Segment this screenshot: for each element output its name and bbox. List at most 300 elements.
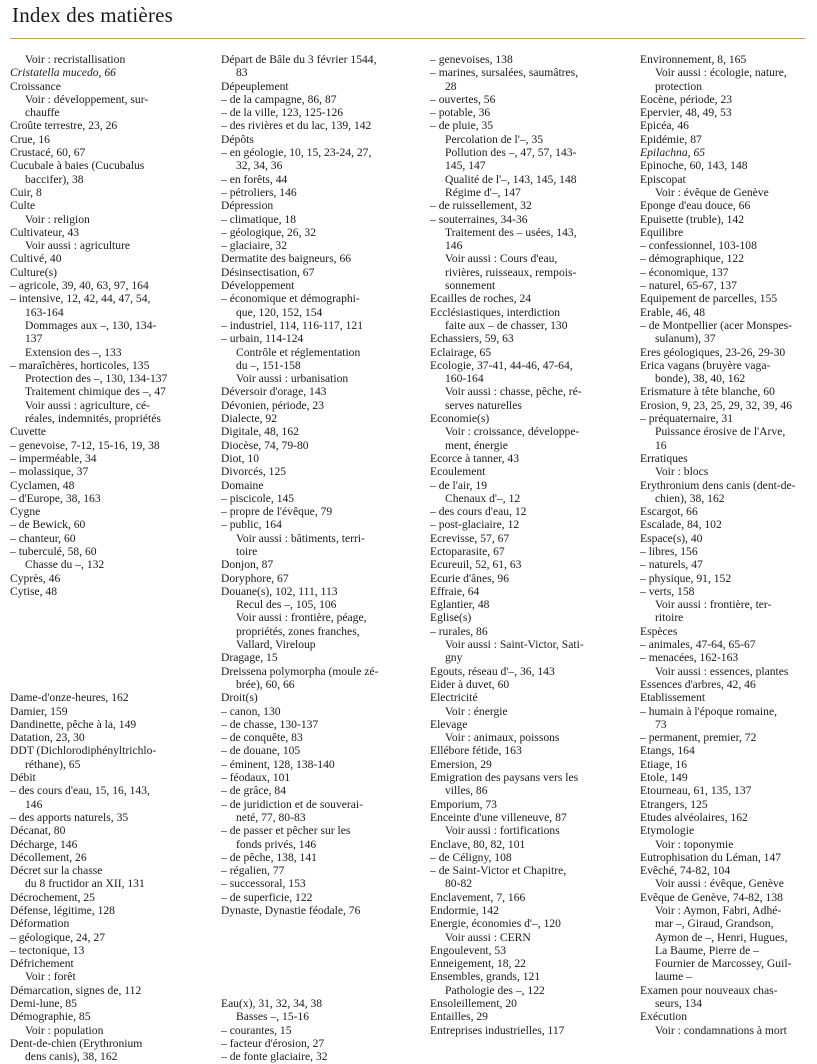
index-entry: 80-82 <box>445 877 473 891</box>
index-entry: fonds privés, 146 <box>236 837 317 851</box>
index-entry: que, 120, 152, 154 <box>236 305 323 319</box>
index-entry: – molassique, 37 <box>10 465 89 479</box>
blank-line <box>221 984 411 997</box>
index-entry: – marines, sursalées, saumâtres, <box>430 66 579 80</box>
index-entry: Environnement, 8, 165 <box>640 53 747 66</box>
index-entry: – imperméable, 34 <box>10 451 97 465</box>
index-entry: Voir aussi : essences, plantes <box>655 664 789 678</box>
index-entry: Ecologie, 37-41, 44-46, 47-64, <box>430 358 573 372</box>
index-entry: – tectonique, 13 <box>10 943 85 957</box>
index-entry: villes, 86 <box>445 784 488 798</box>
index-entry: – canon, 130 <box>221 704 281 718</box>
index-entry: – chanteur, 60 <box>10 531 76 545</box>
index-entry: gny <box>445 651 463 665</box>
index-entry: Voir : recristallisation <box>25 53 126 66</box>
index-entry: Régime d'–, 147 <box>445 185 521 199</box>
index-entry: – des cours d'eau, 15, 16, 143, <box>10 784 150 798</box>
index-entry: – naturels, 47 <box>640 558 703 572</box>
index-entry: Dragage, 15 <box>221 651 278 665</box>
index-entry: dens canis), 38, 162 <box>25 1050 118 1064</box>
index-entry: Doryphore, 67 <box>221 571 289 585</box>
index-entry: Eglantier, 48 <box>430 598 490 612</box>
index-entry: – public, 164 <box>221 518 282 532</box>
index-entry: Dandinette, pêche à la, 149 <box>10 717 137 731</box>
index-entry: Etablissement <box>640 691 706 705</box>
index-entry: Dermatite des baigneurs, 66 <box>221 252 352 266</box>
index-entry: Epervier, 48, 49, 53 <box>640 106 732 120</box>
index-entry: Développement <box>221 279 295 293</box>
index-entry: Fournier de Marcossey, Guil- <box>655 957 792 971</box>
index-entry: Ecrevisse, 57, 67 <box>430 531 510 545</box>
index-entry: – verts, 158 <box>640 584 695 598</box>
index-entry: Donjon, 87 <box>221 558 274 572</box>
index-entry: – de pêche, 138, 141 <box>221 850 317 864</box>
index-entry: – animales, 47-64, 65-67 <box>640 638 756 652</box>
index-entry: Cultivateur, 43 <box>10 225 80 239</box>
index-entry: Cygne <box>10 505 41 519</box>
index-entry: 32, 34, 36 <box>236 159 283 173</box>
index-entry: Enneigement, 18, 22 <box>430 957 526 971</box>
index-entry: Epidémie, 87 <box>640 132 702 146</box>
index-entry: Espèces <box>640 624 678 638</box>
index-entry: – climatique, 18 <box>221 212 297 226</box>
index-entry: Protection des –, 130, 134-137 <box>25 372 168 386</box>
index-entry: – de grâce, 84 <box>221 784 287 798</box>
index-entry: – de fonte glaciaire, 32 <box>221 1050 328 1064</box>
index-entry: – préquaternaire, 31 <box>640 412 734 426</box>
page-header <box>10 2 805 39</box>
index-entry: Culture(s) <box>10 265 58 279</box>
index-entry: Qualité de l'–, 143, 145, 148 <box>445 172 577 186</box>
index-entry: 160-164 <box>445 372 484 386</box>
index-entry: Diot, 10 <box>221 451 260 465</box>
index-entry: – de Céligny, 108 <box>430 850 512 864</box>
index-entry: – de superficie, 122 <box>221 890 313 904</box>
index-entry: La Baume, Pierre de – <box>655 943 759 957</box>
index-entry: – confessionnel, 103-108 <box>640 239 757 253</box>
index-entry: Voir aussi : frontière, péage, <box>236 611 367 625</box>
index-entry: Equipement de parcelles, 155 <box>640 292 778 306</box>
index-entry: Voir aussi : CERN <box>445 930 531 944</box>
index-entry: Pathologie des –, 122 <box>445 983 545 997</box>
index-entry: Voir aussi : Saint-Victor, Sati- <box>445 638 584 652</box>
index-entry: Dépôts <box>221 132 254 146</box>
index-entry: rivières, ruisseaux, rempois- <box>445 265 577 279</box>
index-entry: Puissance érosive de l'Arve, <box>655 425 786 439</box>
index-entry: – économique, 137 <box>640 265 729 279</box>
index-entry: Dévonien, période, 23 <box>221 398 325 412</box>
index-entry: – urbain, 114-124 <box>221 332 304 346</box>
index-entry: – post-glaciaire, 12 <box>430 518 520 532</box>
index-entry: Datation, 23, 30 <box>10 731 85 745</box>
index-entry: Episcopat <box>640 172 686 186</box>
index-entry: Dynaste, Dynastie féodale, 76 <box>221 904 361 917</box>
index-entry: Eider à duvet, 60 <box>430 677 510 691</box>
index-entry: Domaine <box>221 478 264 492</box>
index-entry: Vallard, Vireloup <box>236 638 316 652</box>
index-entry: Emporium, 73 <box>430 797 497 811</box>
index-entry: Erica vagans (bruyère vaga- <box>640 358 771 372</box>
index-entry: seurs, 134 <box>655 997 703 1011</box>
blank-line <box>221 931 411 944</box>
index-entry: Voir : animaux, poissons <box>445 731 560 745</box>
index-entry: Cyclamen, 48 <box>10 478 75 492</box>
index-entry: Cyprès, 46 <box>10 571 61 585</box>
index-entry: Extension des –, 133 <box>25 345 122 359</box>
index-entry: Epinoche, 60, 143, 148 <box>640 159 748 173</box>
index-entry: – industriel, 114, 116-117, 121 <box>221 318 364 332</box>
index-entry: Dame-d'onze-heures, 162 <box>10 691 129 705</box>
index-entry: Emigration des paysans vers les <box>430 771 579 785</box>
index-entry: Escalade, 84, 102 <box>640 518 722 532</box>
index-entry: Chasse du –, 132 <box>25 558 105 572</box>
index-entry: Erythronium dens canis (dent-de- <box>640 478 796 492</box>
index-entry: Pollution des –, 47, 57, 143- <box>445 146 577 160</box>
index-entry: Eocène, période, 23 <box>640 92 733 106</box>
index-entry: Dépeuplement <box>221 79 289 93</box>
index-entry: Percolation de l'–, 35 <box>445 132 544 146</box>
index-entry: Effraie, 64 <box>430 584 480 598</box>
index-entry: Escargot, 66 <box>640 505 698 519</box>
index-entry: Voir : religion <box>25 212 90 226</box>
index-entry: – de Bewick, 60 <box>10 518 86 532</box>
index-entry: Evêché, 74-82, 104 <box>640 864 731 878</box>
index-entry: Croissance <box>10 79 61 93</box>
index-entry: – des cours d'eau, 12 <box>430 505 527 519</box>
index-entry: – souterraines, 34-36 <box>430 212 528 226</box>
index-entry: Epuisette (truble), 142 <box>640 212 744 226</box>
index-entry: 146 <box>25 797 43 811</box>
index-entry: Démarcation, signes de, 112 <box>10 983 142 997</box>
index-entry: Croûte terrestre, 23, 26 <box>10 119 118 133</box>
index-entry: – en forêts, 44 <box>221 172 288 186</box>
blank-line <box>10 651 196 664</box>
index-entry: Erable, 46, 48 <box>640 305 706 319</box>
index-entry: Energie, économies d'–, 120 <box>430 917 561 931</box>
index-entry: Voir : développement, sur- <box>25 92 149 106</box>
index-entry: – genevoise, 7-12, 15-16, 19, 38 <box>10 438 160 452</box>
index-entry: Voir aussi : fortifications <box>445 824 560 838</box>
index-entry: Décollement, 26 <box>10 850 87 864</box>
index-entry: – facteur d'érosion, 27 <box>221 1036 325 1050</box>
index-entry: – libres, 156 <box>640 544 698 558</box>
index-entry: Voir : Aymon, Fabri, Adhé- <box>655 904 782 917</box>
index-entry: – géologique, 26, 32 <box>221 225 316 239</box>
index-entry: – en géologie, 10, 15, 23-24, 27, <box>221 146 372 160</box>
index-entry: – rurales, 86 <box>430 624 488 638</box>
index-entry: Etole, 149 <box>640 771 688 785</box>
index-entry: – naturel, 65-67, 137 <box>640 279 737 293</box>
index-entry: – de Saint-Victor et Chapitre, <box>430 864 567 878</box>
index-entry: Voir : évêque de Genève <box>655 185 769 199</box>
index-entry: Entailles, 29 <box>430 1010 488 1024</box>
index-entry: Cucubale à baies (Cucubalus <box>10 159 145 173</box>
index-entry: Ensembles, grands, 121 <box>430 970 541 984</box>
index-entry: – de chasse, 130-137 <box>221 717 319 731</box>
index-entry: Examen pour nouveaux chas- <box>640 983 778 997</box>
index-column-4 <box>640 53 808 1037</box>
index-entry: Ensoleillement, 20 <box>430 997 517 1011</box>
index-entry: 146 <box>445 239 463 253</box>
index-entry: – physique, 91, 152 <box>640 571 732 585</box>
index-entry: – de l'air, 19 <box>430 478 488 492</box>
index-entry: propriétés, zones franches, <box>236 624 360 638</box>
index-entry: – démographique, 122 <box>640 252 744 266</box>
index-entry: Ecailles de roches, 24 <box>430 292 532 306</box>
blank-line <box>10 625 196 638</box>
index-entry: neté, 77, 80-83 <box>236 810 306 824</box>
index-entry: Traitement des – usées, 143, <box>445 225 577 239</box>
index-entry: Recul des –, 105, 106 <box>236 598 337 612</box>
index-entry: serves naturelles <box>445 398 522 412</box>
index-entry: Ecureuil, 52, 61, 63 <box>430 558 522 572</box>
index-entry: toire <box>236 544 258 558</box>
blank-line <box>221 970 411 983</box>
index-entry: ment, énergie <box>445 438 508 452</box>
index-entry: Décanat, 80 <box>10 824 66 838</box>
index-entry: Egouts, réseau d'–, 36, 143 <box>430 664 555 678</box>
index-entry: Ectoparasite, 67 <box>430 544 505 558</box>
index-entry: sonnement <box>445 279 496 293</box>
index-entry: – glaciaire, 32 <box>221 239 287 253</box>
index-entry: chauffe <box>25 106 60 120</box>
index-entry: – propre de l'évêque, 79 <box>221 505 333 519</box>
index-entry: – piscicole, 145 <box>221 491 295 505</box>
index-entry: Echassiers, 59, 63 <box>430 332 514 346</box>
index-entry: Départ de Bâle du 3 février 1544, <box>221 53 377 66</box>
index-entry: Voir aussi : évêque, Genève <box>655 877 784 891</box>
blank-line <box>10 678 196 691</box>
index-entry: Déversoir d'orage, 143 <box>221 385 327 399</box>
index-entry: Traitement chimique des –, 47 <box>25 385 166 399</box>
index-entry: Economie(s) <box>430 412 490 426</box>
index-entry: 137 <box>25 332 43 346</box>
blank-line <box>221 917 411 930</box>
index-entry: DDT (Dichlorodiphényltrichlo- <box>10 744 157 758</box>
index-entry: laume – <box>655 970 693 984</box>
index-entry: Etangs, 164 <box>640 744 695 758</box>
index-entry: Basses –, 15-16 <box>236 1010 310 1024</box>
index-entry: Erosion, 9, 23, 25, 29, 32, 39, 46 <box>640 398 793 412</box>
index-entry: Cytise, 48 <box>10 584 58 598</box>
index-entry: – de conquête, 83 <box>221 731 303 745</box>
index-entry: Démographie, 85 <box>10 1010 91 1024</box>
index-entry: Défense, légitime, 128 <box>10 904 115 917</box>
index-entry: Voir aussi : Cours d'eau, <box>445 252 558 266</box>
index-entry: Enclavement, 7, 166 <box>430 890 526 904</box>
index-entry: – courantes, 15 <box>221 1023 292 1037</box>
index-column-1 <box>10 53 196 1064</box>
index-entry: baccifer), 38 <box>25 172 84 186</box>
blank-line <box>10 638 196 651</box>
index-entry: Evêque de Genève, 74-82, 138 <box>640 890 783 904</box>
index-entry: – de Montpellier (acer Monspes- <box>640 318 792 332</box>
index-entry: – maraîchères, horticoles, 135 <box>10 358 150 372</box>
index-entry: Voir aussi : bâtiments, terri- <box>236 531 365 545</box>
index-entry: Divorcés, 125 <box>221 465 287 479</box>
index-entry: Ecorce à tanner, 43 <box>430 451 520 465</box>
index-entry: Epilachna, 65 <box>640 146 706 160</box>
index-entry: du –, 151-158 <box>236 358 301 372</box>
index-entry: 83 <box>236 66 248 80</box>
index-column-2 <box>221 53 411 1064</box>
index-entry: Digitale, 48, 162 <box>221 425 299 439</box>
index-entry: Enclave, 80, 82, 101 <box>430 837 526 851</box>
index-entry: Voir : forêt <box>25 970 76 984</box>
index-entry: 28 <box>445 79 457 93</box>
index-entry: Voir aussi : frontière, ter- <box>655 598 772 612</box>
index-entry: – économique et démographi- <box>221 292 360 306</box>
index-entry: Emersion, 29 <box>430 757 492 771</box>
index-entry: Engoulevent, 53 <box>430 943 506 957</box>
index-entry: Aymon de –, Henri, Hugues, <box>655 930 788 944</box>
index-entry: Voir aussi : chasse, pêche, ré- <box>445 385 582 399</box>
index-entry: – ouvertes, 56 <box>430 92 496 106</box>
index-entry: sulanum), 37 <box>655 332 716 346</box>
index-entry: Voir : toponymie <box>655 837 734 851</box>
page-title: Index des matières <box>12 3 174 27</box>
index-entry: 16 <box>655 438 667 452</box>
index-entry: Décharge, 146 <box>10 837 78 851</box>
index-entry: – de douane, 105 <box>221 744 301 758</box>
index-entry: – des rivières et du lac, 139, 142 <box>221 119 372 133</box>
blank-line <box>221 957 411 970</box>
index-entry: Voir : énergie <box>445 704 508 718</box>
index-entry: 163-164 <box>25 305 64 319</box>
index-entry: Voir aussi : agriculture <box>25 239 131 253</box>
index-entry: Eclairage, 65 <box>430 345 492 359</box>
index-entry: Epicéa, 46 <box>640 119 689 133</box>
index-entry: Erratiques <box>640 451 688 465</box>
index-entry: Etudes alvéolaires, 162 <box>640 810 748 824</box>
index-entry: Décrochement, 25 <box>10 890 95 904</box>
index-entry: Electricité <box>430 691 478 705</box>
index-entry: – féodaux, 101 <box>221 771 291 785</box>
index-entry: Voir : croissance, développe- <box>445 425 580 439</box>
index-entry: brée), 60, 66 <box>236 677 295 691</box>
index-entry: faite aux – de chasser, 130 <box>445 318 568 332</box>
index-entry: Exécution <box>640 1010 688 1024</box>
index-entry: – tuberculé, 58, 60 <box>10 544 97 558</box>
index-entry: réales, indemnités, propriétés <box>25 412 161 426</box>
index-entry: Etourneau, 61, 135, 137 <box>640 784 752 798</box>
index-entry: Dommages aux –, 130, 134- <box>25 318 157 332</box>
index-entry: Diocèse, 74, 79-80 <box>221 438 309 452</box>
index-entry: Etymologie <box>640 824 695 838</box>
index-entry: Enceinte d'une villeneuve, 87 <box>430 810 567 824</box>
index-entry: Cristatella mucedo, 66 <box>10 66 116 80</box>
index-entry: Essences d'arbres, 42, 46 <box>640 677 756 691</box>
index-entry: – intensive, 12, 42, 44, 47, 54, <box>10 292 151 306</box>
index-entry: Dépression <box>221 199 274 213</box>
index-entry: Ellébore fétide, 163 <box>430 744 522 758</box>
index-entry: mar –, Giraud, Grandson, <box>655 917 774 931</box>
index-entry: Ecclésiastiques, interdiction <box>430 305 561 319</box>
index-entry: Cuvette <box>10 425 47 439</box>
index-entry: – d'Europe, 38, 163 <box>10 491 101 505</box>
index-entry: Douane(s), 102, 111, 113 <box>221 584 338 598</box>
index-entry: Dent-de-chien (Erythronium <box>10 1036 143 1050</box>
index-entry: Cuir, 8 <box>10 185 42 199</box>
index-entry: réthane), 65 <box>25 757 81 771</box>
index-entry: Eutrophisation du Léman, 147 <box>640 850 782 864</box>
index-entry: protection <box>655 79 703 93</box>
index-entry: – agricole, 39, 40, 63, 97, 164 <box>10 279 149 293</box>
index-entry: ritoire <box>655 611 684 625</box>
index-entry: Déformation <box>10 917 70 931</box>
index-entry: Voir aussi : agriculture, cé- <box>25 398 151 412</box>
index-entry: – régalien, 77 <box>221 864 285 878</box>
index-entry: – potable, 36 <box>430 106 491 120</box>
index-entry: Débit <box>10 771 36 785</box>
blank-line <box>10 598 196 611</box>
index-entry: Entreprises industrielles, 117 <box>430 1023 565 1037</box>
index-entry: Eponge d'eau douce, 66 <box>640 199 751 213</box>
index-entry: 73 <box>655 717 667 731</box>
index-entry: – pétroliers, 146 <box>221 185 297 199</box>
index-entry: chien), 38, 162 <box>655 491 725 505</box>
index-entry: Chenaux d'–, 12 <box>445 491 521 505</box>
index-entry: – de ruissellement, 32 <box>430 199 532 213</box>
index-entry: Eau(x), 31, 32, 34, 38 <box>221 997 323 1011</box>
index-entry: – humain à l'époque romaine, <box>640 704 777 718</box>
blank-line <box>10 665 196 678</box>
index-entry: – de la campagne, 86, 87 <box>221 92 337 106</box>
index-entry: – des apports naturels, 35 <box>10 810 129 824</box>
index-entry: Demi-lune, 85 <box>10 997 77 1011</box>
index-entry: Contrôle et réglementation <box>236 345 361 359</box>
index-entry: – de juridiction et de souverai- <box>221 797 363 811</box>
index-entry: du 8 fructidor an XII, 131 <box>25 877 145 891</box>
index-entry: Endormie, 142 <box>430 904 499 917</box>
blank-line <box>10 611 196 624</box>
index-entry: Désinsectisation, 67 <box>221 265 315 279</box>
index-entry: – genevoises, 138 <box>430 53 513 66</box>
index-entry: – successoral, 153 <box>221 877 306 891</box>
index-entry: – de pluie, 35 <box>430 119 494 133</box>
index-entry: Décret sur la chasse <box>10 864 103 878</box>
index-entry: Ecoulement <box>430 465 486 479</box>
index-entry: Damier, 159 <box>10 704 68 718</box>
index-entry: Voir aussi : écologie, nature, <box>655 66 787 80</box>
index-entry: Equilibre <box>640 225 684 239</box>
index-entry: – de passer et pêcher sur les <box>221 824 351 838</box>
index-entry: Erismature à tête blanche, 60 <box>640 385 775 399</box>
index-entry: – permanent, premier, 72 <box>640 731 757 745</box>
index-entry: Eglise(s) <box>430 611 472 625</box>
index-entry: Voir : blocs <box>655 465 709 479</box>
index-entry: Elevage <box>430 717 468 731</box>
index-entry: Espace(s), 40 <box>640 531 703 545</box>
index-entry: Voir : population <box>25 1023 104 1037</box>
index-entry: – menacées, 162-163 <box>640 651 739 665</box>
index-entry: Ecurie d'ânes, 96 <box>430 571 510 585</box>
index-entry: – géologique, 24, 27 <box>10 930 105 944</box>
index-entry: 145, 147 <box>445 159 486 173</box>
blank-line <box>221 944 411 957</box>
index-entry: – de la ville, 123, 125-126 <box>221 106 344 120</box>
index-column-3 <box>430 53 620 1037</box>
index-entry: Voir : condamnations à mort <box>655 1023 787 1037</box>
index-entry: Culte <box>10 199 36 213</box>
index-entry: Etrangers, 125 <box>640 797 708 811</box>
index-entry: bonde), 38, 40, 162 <box>655 372 746 386</box>
index-entry: Droit(s) <box>221 691 258 705</box>
index-entry: – éminent, 128, 138-140 <box>221 757 335 771</box>
index-entry: Crue, 16 <box>10 132 50 146</box>
index-entry: Eres géologiques, 23-26, 29-30 <box>640 345 786 359</box>
index-entry: Dreissena polymorpha (moule zé- <box>221 664 379 678</box>
